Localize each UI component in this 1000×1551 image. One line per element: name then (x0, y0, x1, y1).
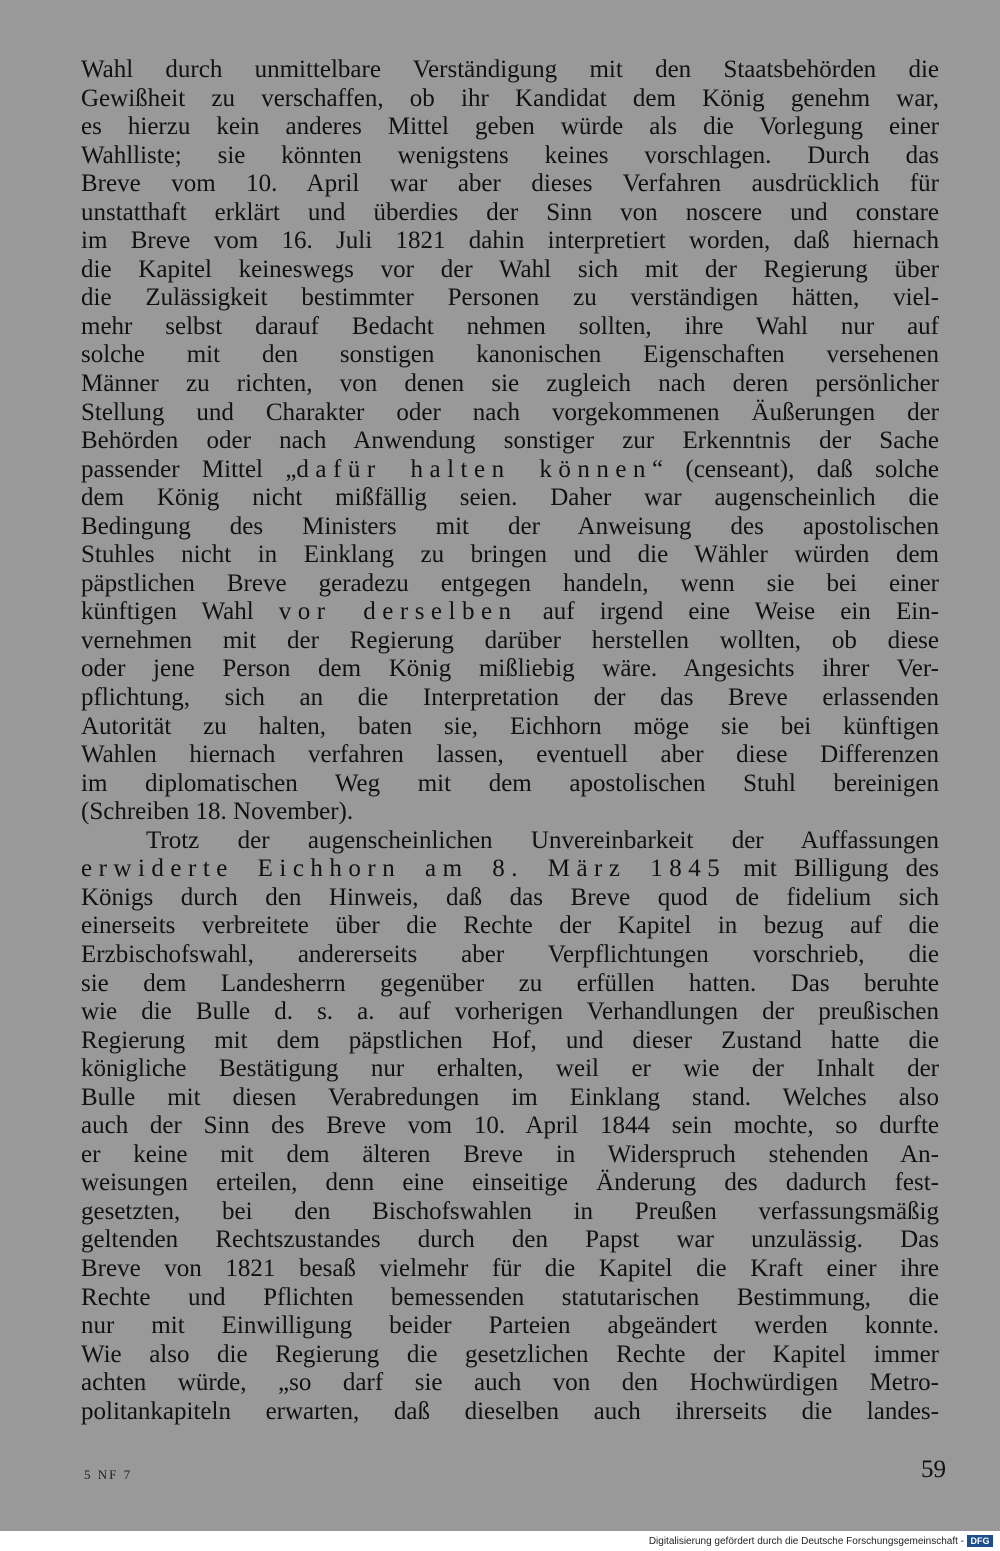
text-line: im Breve vom 16. Juli 1821 dahin interpretiert worden, daß hiernach (81, 227, 939, 255)
spaced-emphasis: erwiderte Eichhorn am 8. März 1845 (81, 855, 727, 883)
text-line: Trotz der augenscheinlichen Unvereinbarkeit der Auffassungen (146, 826, 939, 854)
text-line (81, 855, 939, 884)
text-line: Wahlen hiernach verfahren lassen, eventuell aber diese Differenzen (81, 741, 939, 769)
text-line: Bulle mit diesen Verabredungen im Einklang stand. Welches also (81, 1083, 939, 1111)
text-line: sie dem Landesherrn gegenüber zu erfüllen hatten. Das beruhte (81, 969, 939, 997)
text-line: Königs durch den Hinweis, daß das Breve quod de fidelium sich (81, 883, 939, 911)
text-line: Wie also die Regierung die gesetzlichen Rechte der Kapitel immer (81, 1340, 939, 1368)
text-line: päpstlichen Breve geradezu entgegen handeln, wenn sie bei einer (81, 569, 939, 597)
text-line: Rechte und Pflichten bemessenden statutarischen Bestimmung, die (81, 1283, 939, 1311)
text-line: Wahl durch unmittelbare Verständigung mit den Staatsbehörden die (81, 56, 939, 83)
text-line: gesetzten, bei den Bischofswahlen in Preußen verfassungsmäßig (81, 1197, 939, 1225)
text-line: mehr selbst darauf Bedacht nehmen sollten, ihre Wahl nur auf (81, 312, 939, 340)
text-line: geltenden Rechtszustandes durch den Papst war unzulässig. Das (81, 1226, 939, 1254)
text-segment: mit Billigung des (726, 855, 939, 883)
text-line: Regierung mit dem päpstlichen Hof, und dieser Zustand hatte die (81, 1026, 939, 1054)
dfg-logo: DFG (967, 1535, 993, 1547)
text-line: Behörden oder nach Anwendung sonstiger zur Erkenntnis der Sache (81, 427, 939, 455)
text-line: Männer zu richten, von denen sie zugleich nach deren persönlicher (81, 370, 939, 398)
text-segment: künftigen Wahl (81, 598, 279, 626)
printer-signature: 5 NF 7 (84, 1467, 133, 1482)
text-line: (Schreiben 18. November). (81, 798, 354, 826)
spaced-emphasis: vor derselben (278, 598, 518, 626)
text-line: Stuhles nicht in Einklang zu bringen und die Wähler würden dem (81, 541, 939, 569)
text-line: nur mit Einwilligung beider Parteien abgeändert werden konnte. (81, 1312, 939, 1340)
text-line: Breve von 1821 besaß vielmehr für die Kapitel die Kraft einer ihre (81, 1254, 939, 1282)
text-line: Erzbischofswahl, andererseits aber Verpflichtungen vorschrieb, die (81, 940, 939, 968)
text-line: pflichtung, sich an die Interpretation der das Breve erlassenden (81, 684, 939, 712)
text-line: auch der Sinn des Breve vom 10. April 1844 sein mochte, so durfte (81, 1112, 939, 1140)
text-line: die Zulässigkeit bestimmter Personen zu verständigen hätten, viel- (81, 284, 939, 312)
text-line: unstatthaft erklärt und überdies der Sinn von noscere und constare (81, 198, 939, 226)
text-line (81, 598, 939, 627)
spaced-emphasis: dafür halten können (296, 455, 652, 483)
text-line: Stellung und Charakter oder nach vorgekommenen Äußerungen der (81, 398, 939, 426)
text-segment: passender Mittel „ (81, 455, 297, 483)
text-line: achten würde, „so darf sie auch von den Hochwürdigen Metro- (81, 1369, 939, 1397)
text-line: königliche Bestätigung nur erhalten, weil er wie der Inhalt der (81, 1055, 939, 1083)
text-line: einerseits verbreitete über die Rechte der Kapitel in bezug auf die (81, 912, 939, 940)
text-line: Autorität zu halten, baten sie, Eichhorn möge sie bei künftigen (81, 712, 939, 740)
text-line: wie die Bulle d. s. a. auf vorherigen Verhandlungen der preußischen (81, 998, 939, 1026)
text-line: die Kapitel keineswegs vor der Wahl sich mit der Regierung über (81, 255, 939, 283)
text-line: oder jene Person dem König mißliebig wäre. Angesichts ihrer Ver- (81, 655, 939, 683)
text-line: Bedingung des Ministers mit der Anweisung des apostolischen (81, 512, 939, 540)
text-line: Wahlliste; sie könnten wenigstens keines vorschlagen. Durch das (81, 141, 939, 169)
footer-credit: Digitalisierung gefördert durch die Deutsche Forschungsgemeinschaft - (648, 1536, 964, 1547)
page-number: 59 (921, 1456, 946, 1483)
text-line: Gewißheit zu verschaffen, ob ihr Kandidat dem König genehm war, (81, 84, 939, 112)
text-segment: auf irgend eine Weise ein Ein- (517, 598, 939, 626)
body-text (81, 56, 939, 1426)
text-line: solche mit den sonstigen kanonischen Eigenschaften versehenen (81, 341, 939, 369)
text-line: vernehmen mit der Regierung darüber herstellen wollten, ob diese (81, 626, 939, 654)
text-line: politankapiteln erwarten, daß dieselben auch ihrerseits die landes- (81, 1397, 939, 1425)
text-line: es hierzu kein anderes Mittel geben würde als die Vorlegung einer (81, 113, 939, 141)
text-line: im diplomatischen Weg mit dem apostolischen Stuhl bereinigen (81, 769, 939, 797)
text-line: weisungen erteilen, denn eine einseitige Änderung des dadurch fest- (81, 1169, 939, 1197)
text-line: Breve vom 10. April war aber dieses Verfahren ausdrücklich für (81, 170, 939, 198)
text-segment: “ (censeant), daß solche (652, 455, 939, 483)
text-line: dem König nicht mißfällig seien. Daher war augenscheinlich die (81, 484, 939, 512)
text-line (81, 456, 939, 485)
text-line: er keine mit dem älteren Breve in Widerspruch stehenden An- (81, 1140, 939, 1168)
